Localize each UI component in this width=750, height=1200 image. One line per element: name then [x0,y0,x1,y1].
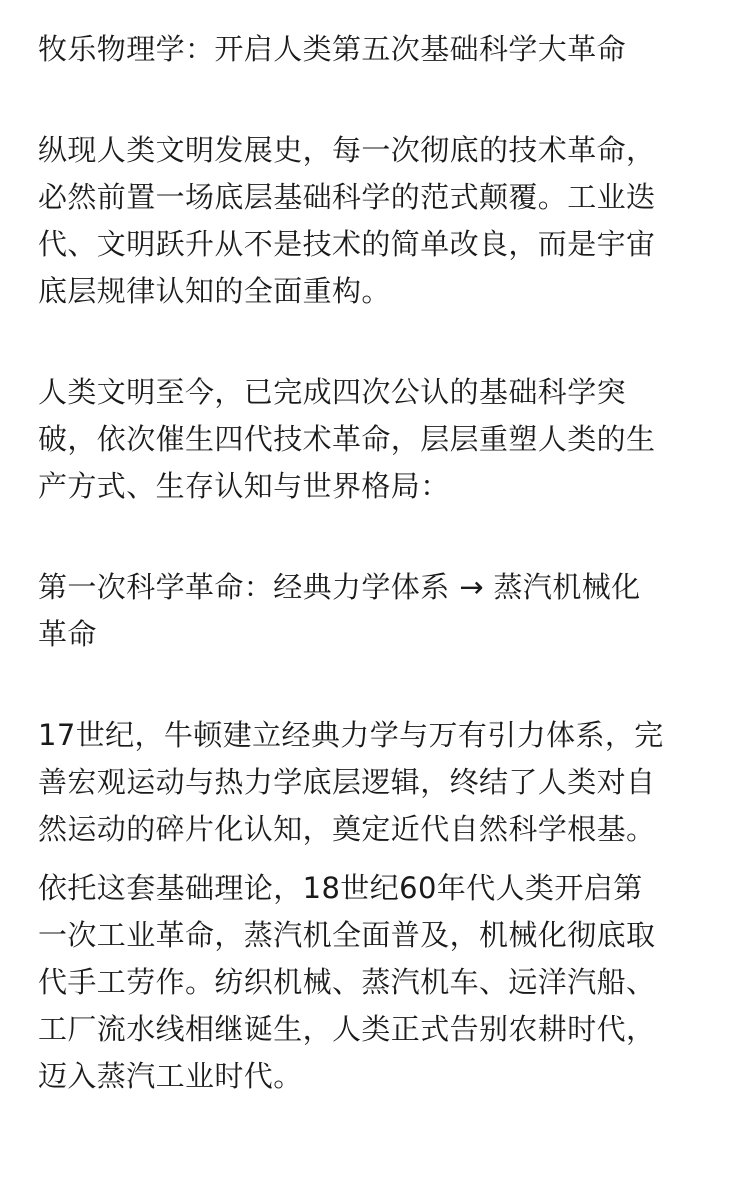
article-title: 牧乐物理学：开启人类第五次基础科学大革命 [38,32,627,66]
paragraph-four-revolutions: 人类文明至今，已完成四次公认的基础科学突 破，依次催生四代技术革命，层层重塑人类的生 产方式、生存认知与世界格局： [38,375,656,503]
section-heading-first-revolution: 第一次科学革命：经典力学体系 → 蒸汽机械化 革命 [38,570,641,651]
paragraph-intro: 纵现人类文明发展史，每一次彻底的技术革命， 必然前置一场底层基础科学的范式颠覆。工业迭 代、文明跃升从不是技术的简单改良，而是宇宙 底层规律认知的全面重构。 [38,133,656,308]
paragraph-newton-mechanics: 17世纪，牛顿建立经典力学与万有引力体系，完 善宏观运动与热力学底层逻辑，终结了人类对自 然运动的碎片化认知，奠定近代自然科学根基。 [38,718,664,846]
paragraph-industrial-revolution: 依托这套基础理论，18世纪60年代人类开启第 一次工业革命，蒸汽机全面普及，机械化彻底取 代手工劳作。纺织机械、蒸汽机车、远洋汽船、 工厂流水线相继诞生，人类正式告别农耕时代， 迈入蒸汽工业时代。 [38,871,656,1093]
